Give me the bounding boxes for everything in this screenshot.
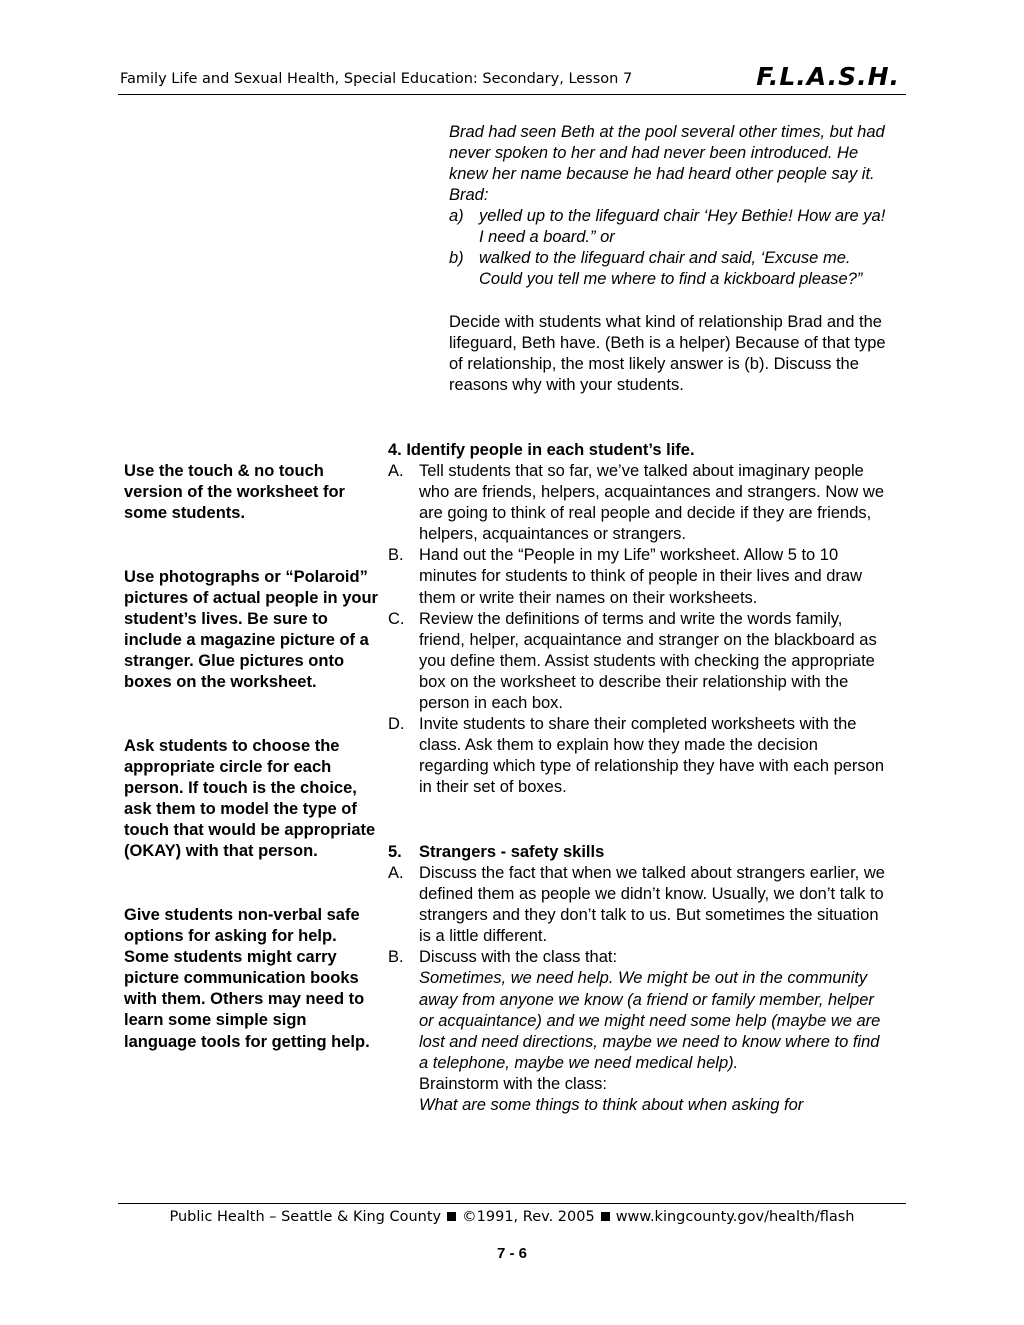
sidebar-note: Use the touch & no touch version of the worksheet for some students.	[124, 462, 345, 523]
scenario-option-a	[449, 206, 889, 248]
section-5-list	[388, 863, 888, 1116]
heading-number: 5.	[388, 843, 402, 861]
option-marker: b)	[449, 249, 464, 268]
footer-url[interactable]: www.kingcounty.gov/health/flash	[615, 1209, 855, 1225]
page-footer	[118, 1203, 906, 1225]
section-4-list	[388, 461, 888, 799]
scenario-paragraph: Brad had seen Beth at the pool several other times, but had never spoken to her and had never been introduced. He knew her name because he had heard other people say it. Brad:	[449, 123, 885, 205]
list-item-quote: Sometimes, we need help. We might be out in the community away from anyone we know (a friend or family member, helper or acquaintance) and we might need some help (maybe we are lost and need directions, maybe we need to know where to find a telephone, maybe we need medical help).	[419, 969, 881, 1072]
square-bullet-icon	[601, 1212, 610, 1221]
list-item-text: Invite students to share their completed worksheets with the class. Ask them to explain how they made the decision regarding which type of relationship they have with each person in their set of boxes.	[419, 715, 885, 797]
list-item-text: Tell students that so far, we’ve talked about imaginary people who are friends, helpers, acquaintances and strangers. Now we are going to think of real people and decide if they are friends, helpers, acquaintances or strangers.	[419, 462, 885, 544]
footer-text	[118, 1209, 906, 1225]
list-marker: B.	[388, 948, 404, 967]
option-marker: a)	[449, 207, 464, 225]
header-title: Family Life and Sexual Health, Special Education: Secondary, Lesson 7	[120, 71, 633, 87]
list-marker: B.	[388, 546, 404, 565]
footer-copyright: ©1991, Rev. 2005	[462, 1209, 595, 1225]
list-marker: C.	[388, 609, 405, 628]
list-item	[388, 609, 888, 714]
square-bullet-icon	[447, 1212, 456, 1221]
heading-text: Strangers - safety skills	[419, 843, 605, 861]
page-number: 7 - 6	[496, 1245, 527, 1262]
sidebar-note: Give students non-verbal safe options for asking for help. Some students might carry picture communication books with them. Others may need to learn some simple sign language tools for getting help.	[124, 906, 370, 1051]
page-header	[118, 62, 906, 95]
list-item-brainstorm: Brainstorm with the class:	[419, 1074, 607, 1093]
list-marker: A.	[388, 462, 404, 480]
footer-org: Public Health – Seattle & King County	[169, 1209, 442, 1225]
list-item-question: What are some things to think about when asking for	[419, 1096, 804, 1115]
option-text: walked to the lifeguard chair and said, ‘Excuse me. Could you tell me where to find a kickboard please?”	[479, 249, 863, 289]
section-4-heading: 4. Identify people in each student’s life.	[388, 441, 695, 459]
section-5-heading	[388, 842, 888, 863]
scenario-options	[449, 206, 889, 290]
list-item	[388, 863, 888, 947]
list-item	[388, 461, 888, 545]
list-item	[388, 545, 888, 608]
list-item-text: Discuss the fact that when we talked about strangers earlier, we defined them as people we didn’t know. Usually, we don’t talk to strangers and they don’t talk to us. But sometimes the situation is a little different.	[419, 864, 885, 946]
scenario-option-b	[449, 248, 889, 290]
list-item	[388, 714, 888, 798]
list-item-text: Review the definitions of terms and write the words family, friend, helper, acquaintance and stranger on the blackboard as you define them. Assist students with checking the appropriate box on the worksheet to describe their relationship with the person in each box.	[419, 609, 877, 713]
list-item	[388, 947, 888, 1116]
list-marker: D.	[388, 715, 405, 734]
list-item-lead: Discuss with the class that:	[419, 948, 618, 967]
list-item-text: Hand out the “People in my Life” worksheet. Allow 5 to 10 minutes for students to think of people in their lives and draw them or write their names on their worksheets.	[419, 546, 862, 607]
sidebar-note: Use photographs or “Polaroid” pictures of actual people in your student’s lives. Be sure to include a magazine picture of a stranger. Glue pictures onto boxes on the worksheet.	[124, 568, 378, 692]
sidebar-note: Ask students to choose the appropriate circle for each person. If touch is the choice, ask them to model the type of touch that would be appropriate (OKAY) with that person.	[124, 737, 376, 861]
option-text: yelled up to the lifeguard chair ‘Hey Bethie! How are ya! I need a board.” or	[479, 207, 886, 247]
list-marker: A.	[388, 864, 404, 882]
header-brand: F.L.A.S.H.	[756, 62, 900, 91]
scenario-discussion: Decide with students what kind of relationship Brad and the lifeguard, Beth have. (Beth is a helper) Because of that type of relationship, the most likely answer is (b). Discuss the reasons why with your students.	[449, 313, 886, 395]
